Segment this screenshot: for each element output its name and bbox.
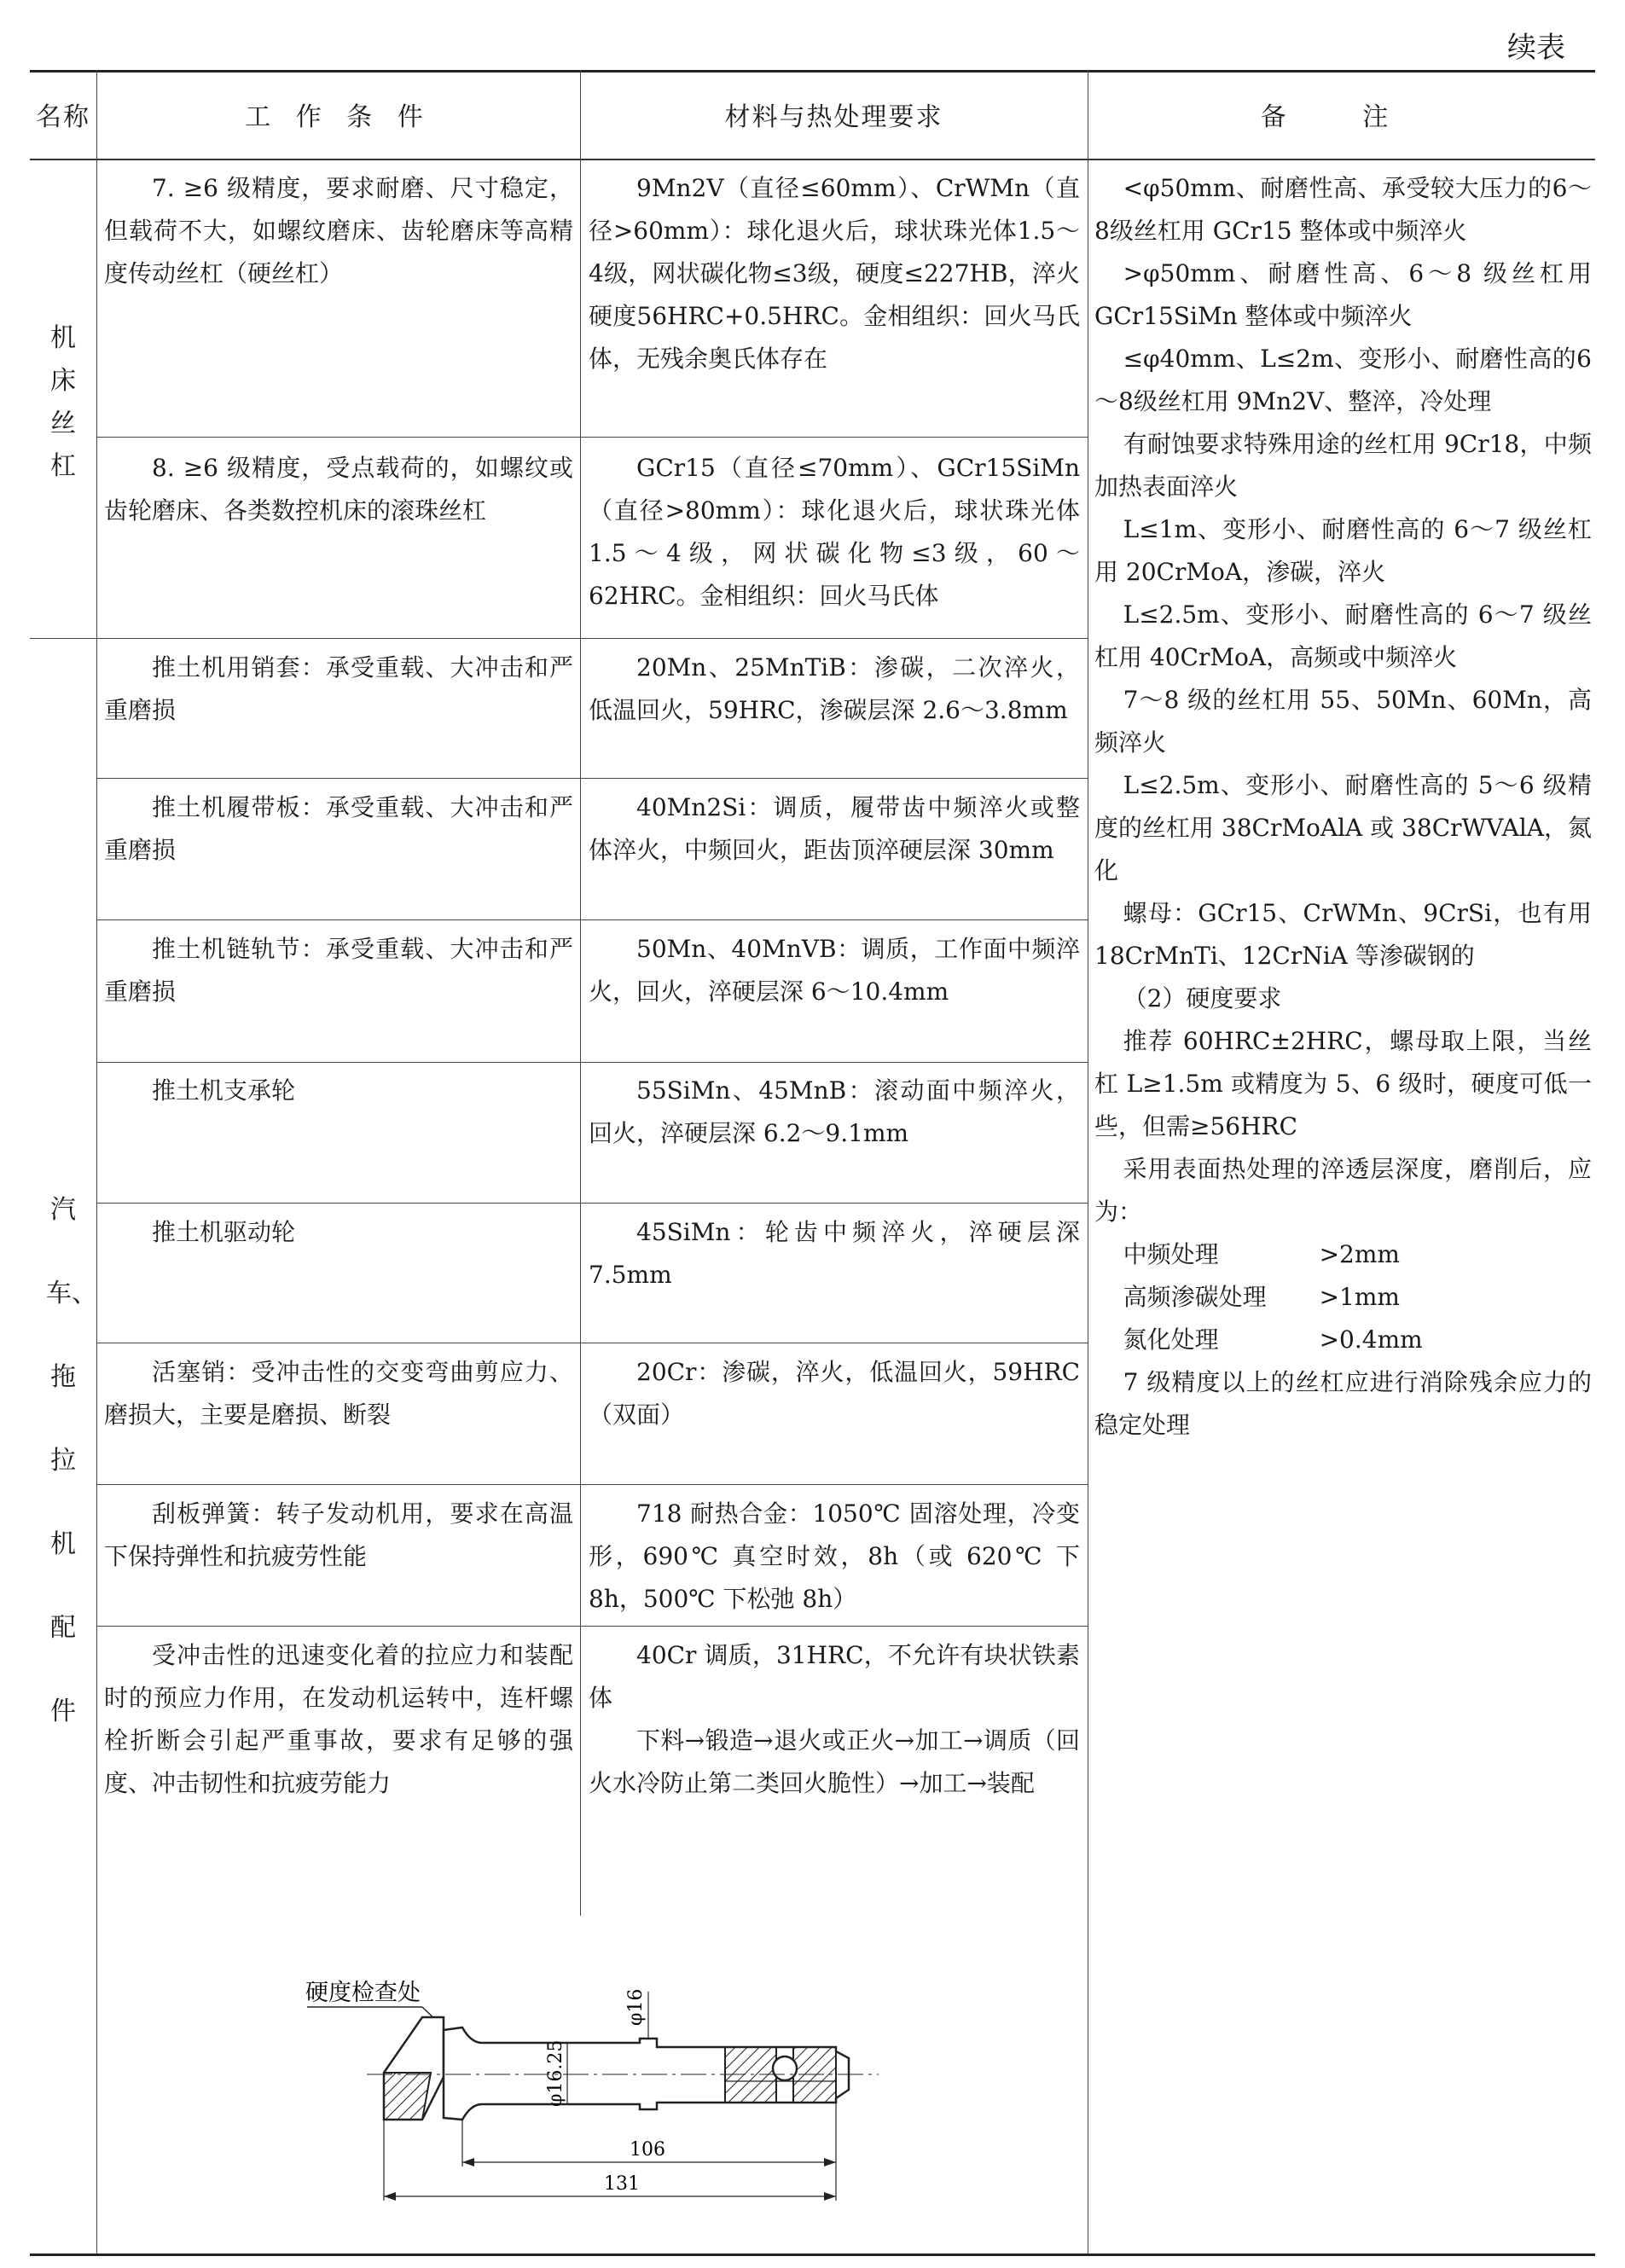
row-line — [30, 638, 1088, 639]
row-line — [96, 778, 1088, 779]
row-8-condition: 活塞销：受冲击性的交变弯曲剪应力、磨损大，主要是磨损、断裂 — [104, 1358, 573, 1429]
row-4-material: 40Mn2Si：调质，履带齿中频淬火或整体淬火，中频回火，距齿顶淬硬层深 30mm — [589, 793, 1080, 864]
row-10-condition: 受冲击性的迅速变化着的拉应力和装配时的预应力作用，在发动机运转中，连杆螺栓折断会引起严重事故，要求有足够的强度、冲击韧性和抗疲劳能力 — [104, 1641, 573, 1797]
remark-item: >φ50mm、耐磨性高、6～8 级丝杠用 GCr15SiMn 整体或中频淬火 — [1094, 259, 1592, 330]
remark-item: L≤2.5m、变形小、耐磨性高的 6～7 级丝杠用 40CrMoA，高频或中频淬火 — [1094, 600, 1592, 671]
row-4-condition: 推土机履带板：承受重载、大冲击和严重磨损 — [104, 793, 573, 864]
row-10-material: 40Cr 调质，31HRC，不允许有块状铁素体 下料→锻造→退火或正火→加工→调质（回火水冷防止第二类回火脆性）→加工→装配 — [589, 1641, 1080, 1797]
header-rule — [30, 159, 1595, 160]
remarks-column — [1094, 167, 1592, 1447]
remark-item: L≤2.5m、变形小、耐磨性高的 5～6 级精度的丝杠用 38CrMoAlA 或 38CrWVAlA，氮化 — [1094, 771, 1592, 885]
dim-small-diameter: φ16 — [625, 1988, 647, 2026]
row-6-condition: 推土机支承轮 — [152, 1076, 296, 1105]
category-lathe: 机床丝杠 — [50, 323, 76, 481]
header-material: 材料与热处理要求 — [724, 102, 943, 132]
row-7-condition: 推土机驱动轮 — [152, 1218, 296, 1246]
header-remarks: 备 注 — [1260, 102, 1423, 132]
row-5-material: 50Mn、40MnVB：调质，工作面中频淬火，回火，淬硬层深 6～10.4mm — [589, 935, 1080, 1006]
col-divider-name — [96, 70, 97, 2253]
category-auto: 汽车、拖拉机配件 — [46, 1195, 97, 1726]
depth-row: 氮化处理 >0.4mm — [1123, 1325, 1423, 1354]
depth-row: 高频渗碳处理 >1mm — [1123, 1283, 1400, 1311]
dim-big-diameter: φ16.25 — [545, 2039, 566, 2107]
row-7-material: 45SiMn：轮齿中频淬火，淬硬层深 7.5mm — [589, 1218, 1080, 1289]
remark-item: L≤1m、变形小、耐磨性高的 6～7 级丝杠用 20CrMoA，渗碳，淬火 — [1094, 515, 1592, 586]
row-line — [96, 1626, 1088, 1627]
row-line — [96, 1484, 1088, 1485]
remark-item: 有耐蚀要求特殊用途的丝杠用 9Cr18，中频加热表面淬火 — [1094, 430, 1592, 501]
row-1-material: 9Mn2V（直径≤60mm）、CrWMn（直径>60mm）：球化退火后，球状珠光体1.5～4级，网状碳化物≤3级，硬度≤227HB，淬火硬度56HRC+0.5HRC。金相组织：回火马氏体，无残余奥氏体存在 — [589, 174, 1080, 373]
remark-item: ≤φ40mm、L≤2m、变形小、耐磨性高的6～8级丝杠用 9Mn2V、整淬，冷处理 — [1094, 345, 1592, 415]
remark-item: 采用表面热处理的淬透层深度，磨削后，应为： — [1094, 1155, 1592, 1226]
row-1-condition: 7. ≥6 级精度，要求耐磨、尺寸稳定，但载荷不大，如螺纹磨床、齿轮磨床等高精度传动丝杠（硬丝杠） — [104, 174, 573, 287]
header-name: 名称 — [36, 102, 90, 132]
row-8-material: 20Cr：渗碳，淬火，低温回火，59HRC（双面） — [589, 1358, 1080, 1429]
remark-item: <φ50mm、耐磨性高、承受较大压力的6～8级丝杠用 GCr15 整体或中频淬火 — [1094, 174, 1592, 245]
bolt-drawing — [281, 1958, 913, 2213]
depth-row: 中频处理 >2mm — [1123, 1240, 1400, 1268]
row-line — [96, 919, 1088, 920]
row-2-material: GCr15（直径≤70mm）、GCr15SiMn（直径>80mm）：球化退火后，球状珠光体 1.5～4级，网状碳化物≤3级，60～62HRC。金相组织：回火马氏体 — [589, 454, 1080, 610]
row-9-material: 718 耐热合金：1050℃ 固溶处理，冷变形，690℃ 真空时效，8h（或 620℃ 下 8h，500℃ 下松弛 8h） — [589, 1499, 1080, 1613]
row-line — [96, 1062, 1088, 1063]
row-3-condition: 推土机用销套：承受重载、大冲击和严重磨损 — [104, 653, 573, 724]
continued-label: 续表 — [1507, 31, 1565, 65]
dim-length-inner: 106 — [630, 2139, 665, 2161]
row-3-material: 20Mn、25MnTiB：渗碳，二次淬火，低温回火，59HRC，渗碳层深 2.6～3.8mm — [589, 653, 1080, 724]
table-bottom-rule — [30, 2253, 1595, 2256]
row-2-condition: 8. ≥6 级精度，受点载荷的，如螺纹或齿轮磨床、各类数控机床的滚珠丝杠 — [104, 454, 573, 525]
remark-item: 7～8 级的丝杠用 55、50Mn、60Mn，高频淬火 — [1094, 686, 1592, 757]
dim-length-total: 131 — [604, 2173, 640, 2195]
row-9-condition: 刮板弹簧：转子发动机用，要求在高温下保持弹性和抗疲劳性能 — [104, 1499, 573, 1570]
row-line — [96, 1203, 1088, 1204]
col-divider-conditions — [580, 70, 581, 1916]
remark-item: （2）硬度要求 — [1123, 984, 1282, 1012]
row-6-material: 55SiMn、45MnB：滚动面中频淬火，回火，淬硬层深 6.2～9.1mm — [589, 1076, 1080, 1147]
row-5-condition: 推土机链轨节：承受重载、大冲击和严重磨损 — [104, 935, 573, 1006]
remark-item: 螺母：GCr15、CrWMn、9CrSi，也有用 18CrMnTi、12CrNiA 等渗碳钢的 — [1094, 899, 1592, 970]
remark-item: 7 级精度以上的丝杠应进行消除残余应力的稳定处理 — [1094, 1368, 1592, 1439]
remark-item: 推荐 60HRC±2HRC，螺母取上限，当丝杠 L≥1.5m 或精度为 5、6 级时，硬度可低一些，但需≥56HRC — [1094, 1027, 1592, 1140]
callout-label: 硬度检查处 — [305, 1980, 421, 2006]
row-line — [96, 437, 1088, 438]
header-conditions: 工 作 条 件 — [245, 102, 432, 132]
